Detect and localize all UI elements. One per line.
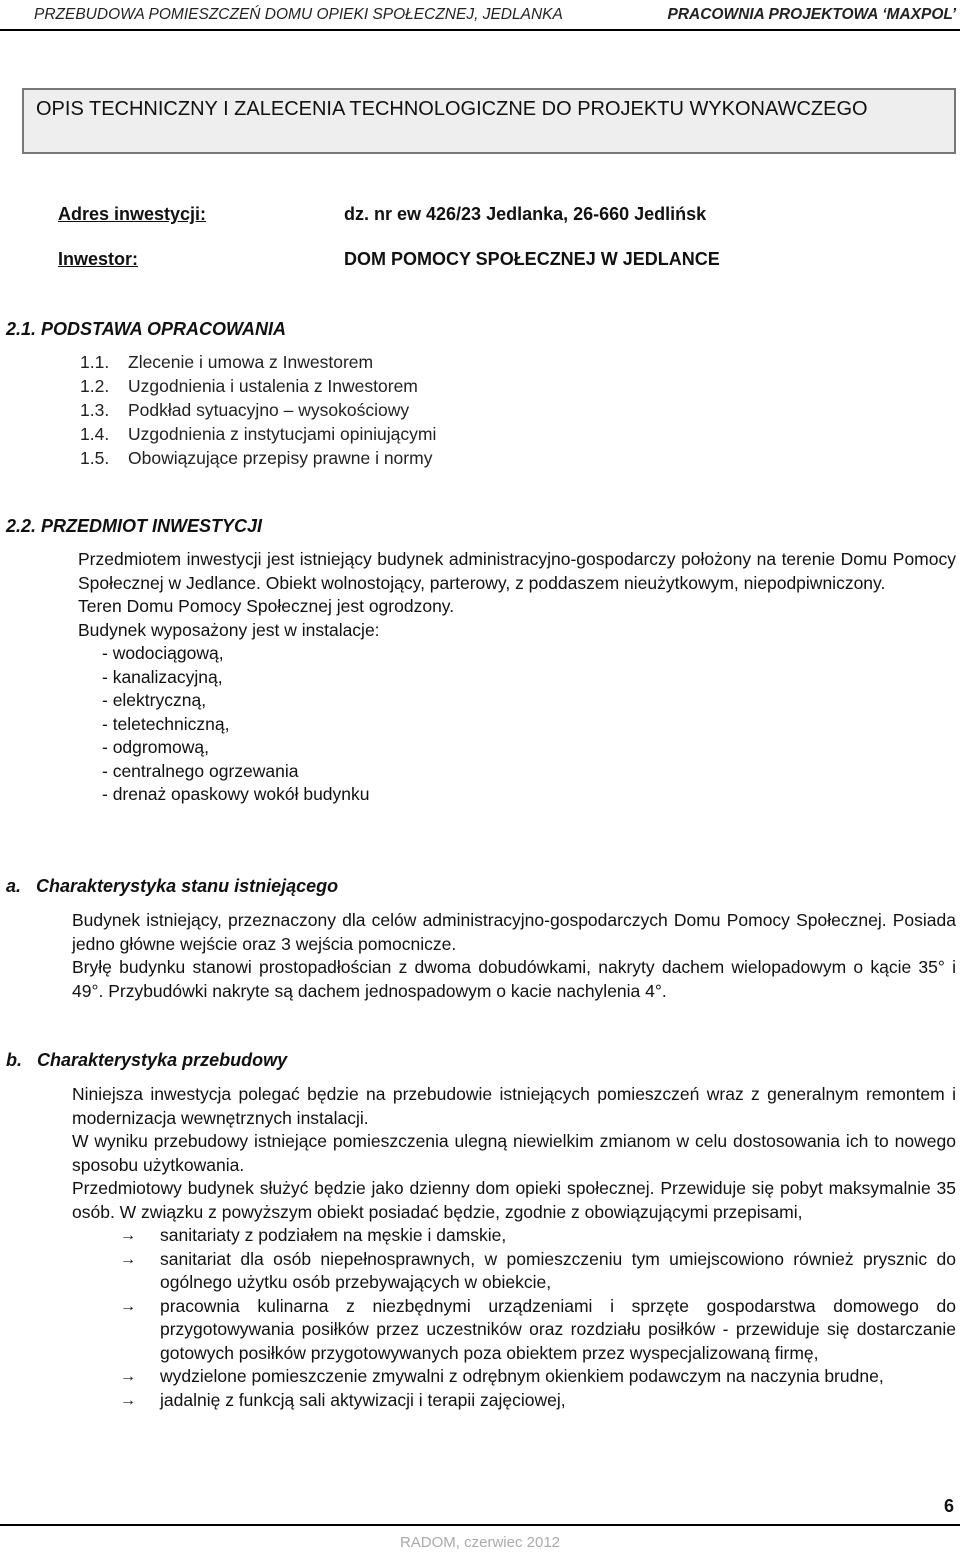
arrow-icon: → bbox=[120, 1227, 136, 1244]
list-item: → sanitariat dla osób niepełnosprawnych, w pomieszczeniu tym umiejscowiono również prysznic do ogólnego użytku osób przebywających w obiekcie, bbox=[120, 1248, 956, 1295]
arrow-icon: → bbox=[120, 1297, 136, 1315]
document-title: OPIS TECHNICZNY I ZALECENIA TECHNOLOGICZNE DO PROJEKTU WYKONAWCZEGO bbox=[36, 98, 868, 120]
list-item: - drenaż opaskowy wokół budynku bbox=[102, 784, 370, 804]
installations-list bbox=[78, 642, 956, 807]
header-project-name: PRZEBUDOWA POMIESZCZEŃ DOMU OPIEKI SPOŁECZNEJ, JEDLANKA bbox=[34, 6, 563, 23]
arrow-icon: → bbox=[120, 1391, 136, 1409]
page-header bbox=[34, 4, 956, 28]
rebuild-paragraph: W wyniku przebudowy istniejące pomieszczenia ulegną niewielkim zmianom w celu dostosowania ich to nowego sposobu użytkowania. bbox=[72, 1131, 956, 1175]
list-item: 1.2. Uzgodnienia i ustalenia z Inwestorem bbox=[80, 376, 418, 396]
subject-body bbox=[78, 548, 956, 807]
address-label: Adres inwestycji: bbox=[58, 204, 207, 224]
subject-paragraph: Przedmiotem inwestycji jest istniejący budynek administracyjno-gospodarczy położony na terenie Domu Pomocy Społecznej w Jedlance. Obiekt wolnostojący, parterowy, z poddaszem nieużytkowym, niepodpiwniczony. bbox=[78, 549, 956, 593]
section-rebuild-heading: b. Charakterystyka przebudowy bbox=[6, 1050, 288, 1070]
list-item: → sanitariaty z podziałem na męskie i damskie, bbox=[120, 1224, 956, 1248]
list-item: - elektryczną, bbox=[102, 690, 207, 710]
list-item: → wydzielone pomieszczenie zmywalni z odrębnym okienkiem podawczym na naczynia brudne, bbox=[120, 1365, 956, 1389]
rebuild-paragraph: Niniejsza inwestycja polegać będzie na przebudowie istniejących pomieszczeń wraz z generalnym remontem i modernizacja wewnętrznych instalacji. bbox=[72, 1084, 956, 1128]
arrow-icon: → bbox=[120, 1368, 136, 1385]
list-item: → pracownia kulinarna z niezbędnymi urządzeniami i sprzęte gospodarstwa domowego do przygotowywania posiłków przez uczestników oraz rozdziału posiłków - przewiduje się dostarczanie gotowych posiłków przygotowywanych poza obiektem przez wyspecjalizowaną firmę, bbox=[120, 1295, 956, 1366]
facilities-list bbox=[72, 1224, 956, 1412]
document-title-box bbox=[22, 88, 956, 154]
existing-paragraph: Bryłę budynku stanowi prostopadłościan z dwoma dobudówkami, nakryty dachem wielopadowym o kącie 35° i 49°. Przybudówki nakryte są dachem jednospadowym o kacie nachylenia 4°. bbox=[72, 957, 956, 1001]
header-divider bbox=[0, 29, 960, 31]
subject-paragraph: Teren Domu Pomocy Społecznej jest ogrodzony. bbox=[78, 596, 455, 616]
address-value: dz. nr ew 426/23 Jedlanka, 26-660 Jedlińsk bbox=[344, 204, 707, 224]
list-item: - wodociągową, bbox=[102, 643, 224, 663]
page-footer: RADOM, czerwiec 2012 bbox=[399, 1534, 561, 1551]
list-item: → jadalnię z funkcją sali aktywizacji i terapii zajęciowej, bbox=[120, 1389, 956, 1413]
footer-divider bbox=[0, 1524, 960, 1526]
header-studio-name: PRACOWNIA PROJEKTOWA ‘MAXPOL’ bbox=[667, 6, 956, 23]
list-item: 1.4. Uzgodnienia z instytucjami opiniującymi bbox=[80, 424, 437, 444]
list-item: 1.1. Zlecenie i umowa z Inwestorem bbox=[80, 352, 374, 372]
existing-paragraph: Budynek istniejący, przeznaczony dla celów administracyjno-gospodarczych Domu Pomocy Społecznej. Posiada jedno główne wejście oraz 3 wejścia pomocnicze. bbox=[72, 910, 956, 954]
section-basis-heading: 2.1. PODSTAWA OPRACOWANIA bbox=[6, 319, 287, 339]
list-item: - centralnego ogrzewania bbox=[102, 760, 299, 781]
list-item: - odgromową, bbox=[102, 737, 209, 757]
arrow-icon: → bbox=[120, 1250, 136, 1268]
section-subject-heading: 2.2. PRZEDMIOT INWESTYCJI bbox=[6, 516, 263, 536]
rebuild-paragraph: Przedmiotowy budynek służyć będzie jako dzienny dom opieki społecznej. Przewiduje się pobyt maksymalnie 35 osób. W związku z powyższym obiekt posiadać będzie, zgodnie z obowiązującymi przepisami, bbox=[72, 1178, 956, 1222]
list-item: - kanalizacyjną, bbox=[102, 666, 223, 687]
section-existing-heading: a. Charakterystyka stanu istniejącego bbox=[6, 876, 339, 896]
investor-value: DOM POMOCY SPOŁECZNEJ W JEDLANCE bbox=[344, 249, 720, 269]
page-number: 6 bbox=[943, 1496, 954, 1516]
investor-label: Inwestor: bbox=[58, 249, 139, 269]
list-item: 1.3. Podkład sytuacyjno – wysokościowy bbox=[80, 400, 410, 420]
existing-body bbox=[72, 909, 956, 1003]
rebuild-body bbox=[72, 1083, 956, 1412]
subject-paragraph: Budynek wyposażony jest w instalacje: bbox=[78, 619, 380, 640]
list-item: - teletechniczną, bbox=[102, 713, 230, 734]
list-item: 1.5. Obowiązujące przepisy prawne i normy bbox=[80, 448, 433, 468]
basis-list bbox=[80, 350, 680, 470]
